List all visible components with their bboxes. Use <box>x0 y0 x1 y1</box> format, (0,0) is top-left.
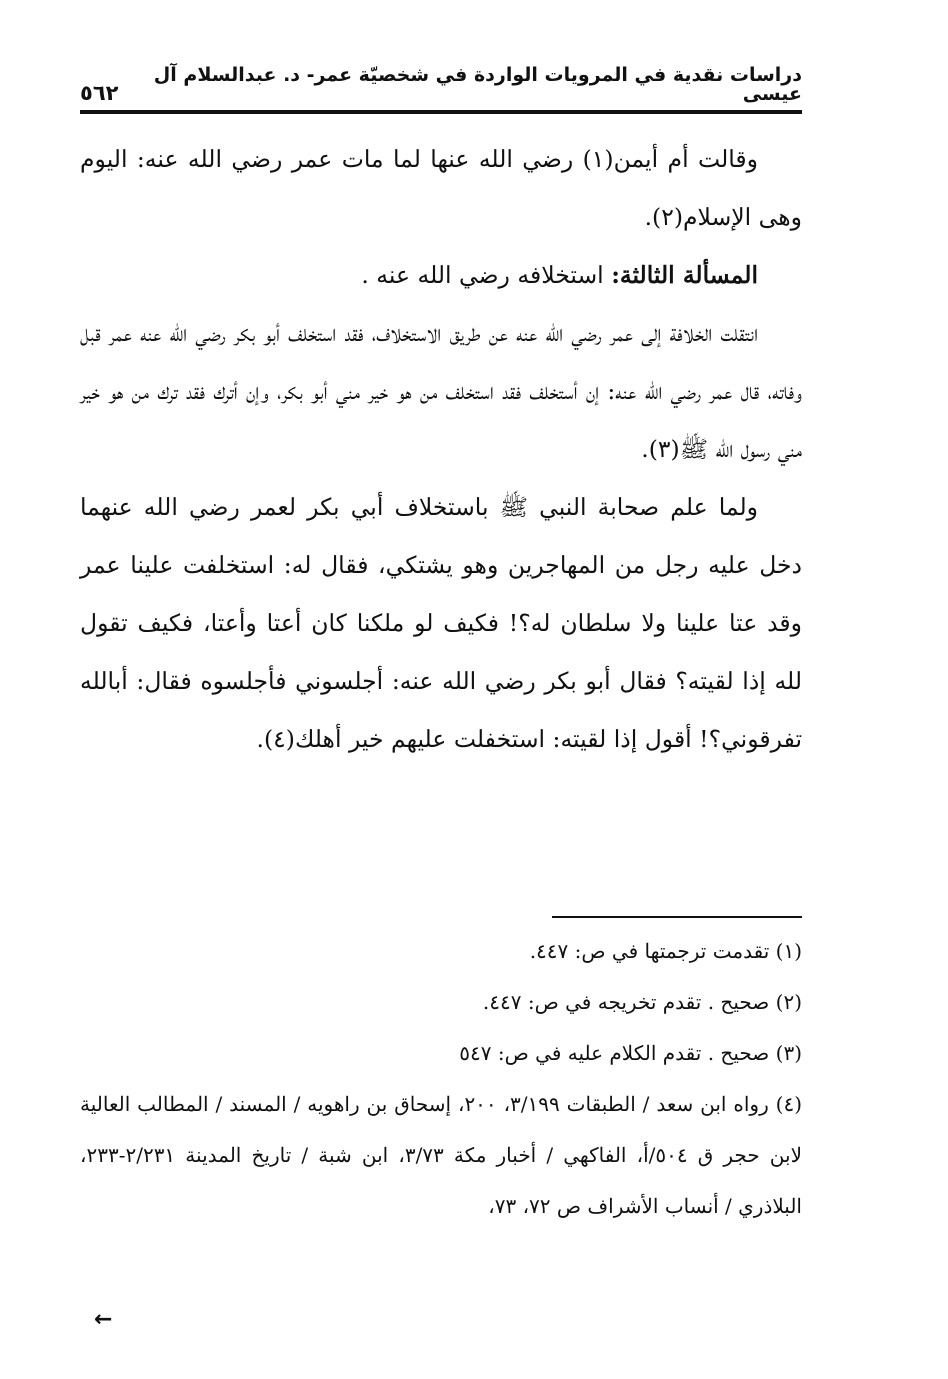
footnote-3: (٣) صحيح . تقدم الكلام عليه في ص: ٥٤٧ <box>459 1041 802 1065</box>
footnote-2: (٢) صحيح . تقدم تخريجه في ص: ٤٤٧. <box>482 990 802 1014</box>
book-page <box>80 64 803 1360</box>
section-heading-text: استخلافه رضي الله عنه . <box>361 261 612 289</box>
paragraph-caliphate-transfer: انتقلت الخلافة إلى عمر رضي الله عنه عن طريق الاستخلاف، فقد استخلف أبو بكر رضي الله عنه عمر قبل وفاته، قال عمر رضي الله عنه: إن أستخلف فقد استخلف من هو خير مني أبو بكر، وإن أترك فقد ترك من هو خير مني رسول الله ﷺ(٣). <box>80 319 802 463</box>
running-title: دراسات نقدية في المرويات الواردة في شخصيّة عمر- د. عبدالسلام آل عيسى <box>153 64 802 105</box>
header-rule <box>80 110 802 114</box>
paragraph-companions-reaction: ولما علم صحابة النبي ﷺ باستخلاف أبي بكر لعمر رضي الله عنهما دخل عليه رجل من المهاجرين وهو يشتكي، فقال له: استخلفت علينا عمر وقد عتا علينا ولا سلطان له؟! فكيف لو ملكنا كان أعتا وأعتا، فكيف تقول لله إذا لقيته؟ فقال أبو بكر رضي الله عنه: أجلسوني فأجلسوه فقال: أبالله تفرقوني؟! أقول إذا لقيته: استخفلت عليهم خير أهلك(٤). <box>80 493 802 753</box>
paragraph-umm-ayman: وقالت أم أيمن(١) رضي الله عنها لما مات عمر رضي الله عنه: اليوم وهى الإسلام(٢). <box>80 145 802 231</box>
main-text <box>80 130 802 768</box>
footnote-1: (١) تقدمت ترجمتها في ص: ٤٤٧. <box>529 939 802 963</box>
continuation-arrow-icon: ← <box>94 1307 113 1332</box>
footnotes <box>80 916 802 1232</box>
section-heading-label: المسألة الثالثة: <box>611 261 758 289</box>
footnote-separator <box>552 916 802 918</box>
running-head <box>80 64 802 105</box>
page-number: ٥٦٢ <box>80 81 119 105</box>
section-heading <box>80 246 802 304</box>
footnote-4: (٤) رواه ابن سعد / الطبقات ٣/١٩٩، ٢٠٠، إسحاق بن راهويه / المسند / المطالب العالية لابن حجر ق ٥٠٤/أ، الفاكهي / أخبار مكة ٣/٧٣، ابن شبة / تاريخ المدينة ٢/٢٣١-٢٣٣، البلاذري / أنساب الأشراف ص ٧٢، ٧٣، <box>80 1092 803 1218</box>
